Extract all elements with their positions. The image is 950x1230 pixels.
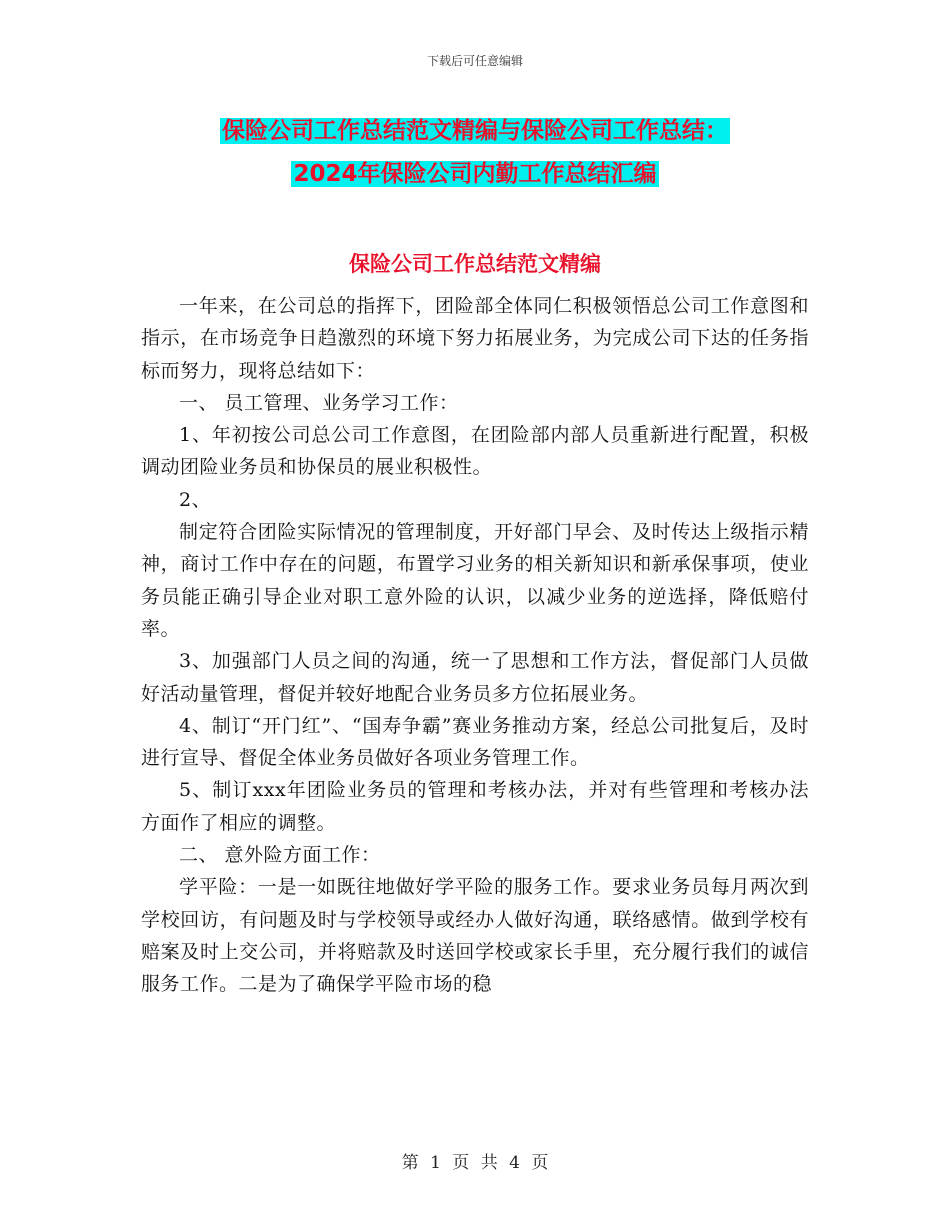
paragraph: 一、 员工管理、业务学习工作： — [179, 391, 459, 414]
document-title-line-1 — [0, 111, 950, 151]
paragraph: 5、制订xxx年团险业务员的管理和考核办法，并对有些管理和考核办法方面作了相应的调整。 — [141, 779, 809, 834]
paragraph: 4、制订“开门红”、“国寿争霸”赛业务推动方案，经总公司批复后，及时进行宣导、督促全体业务员做好各项业务管理工作。 — [141, 714, 809, 770]
document-title-line-2 — [0, 154, 950, 194]
paragraph: 3、加强部门人员之间的沟通，统一了思想和工作方法，督促部门人员做好活动量管理，督促并较好地配合业务员多方位拓展业务。 — [141, 650, 809, 705]
paragraph: 一年来，在公司总的指挥下，团险部全体同仁积极领悟总公司工作意图和指示，在市场竞争日趋激烈的环境下努力拓展业务，为完成公司下达的任务指标而努力，现将总结如下： — [141, 295, 809, 382]
document-title-line-1-text: 保险公司工作总结范文精编与保险公司工作总结： — [222, 118, 728, 144]
page-number-footer: 第 1 页 共 4 页 — [401, 1153, 549, 1173]
paragraph: 2、 — [179, 488, 212, 511]
document-title-line-2-text: 2024年保险公司内勤工作总结汇编 — [293, 161, 657, 187]
page-header-note: 下载后可任意编辑 — [426, 54, 523, 68]
section-title: 保险公司工作总结范文精编 — [349, 252, 601, 276]
paragraph: 1、年初按公司总公司工作意图，在团险部内部人员重新进行配置，积极调动团险业务员和协保员的展业积极性。 — [141, 424, 809, 479]
paragraph: 二、 意外险方面工作： — [179, 844, 381, 867]
paragraph: 学平险：一是一如既往地做好学平险的服务工作。要求业务员每月两次到学校回访，有问题及时与学校领导或经办人做好沟通，联络感情。做到学校有赔案及时上交公司，并将赔款及时送回学校或家长手里，充分履行我们的诚信服务工作。二是为了确保学平险市场的稳 — [141, 876, 809, 996]
paragraph: 制定符合团险实际情况的管理制度，开好部门早会、及时传达上级指示精神，商讨工作中存在的问题，布置学习业务的相关新知识和新承保事项，使业务员能正确引导企业对职工意外险的认识，以减少业务的逆选择，降低赔付率。 — [141, 521, 809, 640]
document-body — [141, 290, 809, 1001]
